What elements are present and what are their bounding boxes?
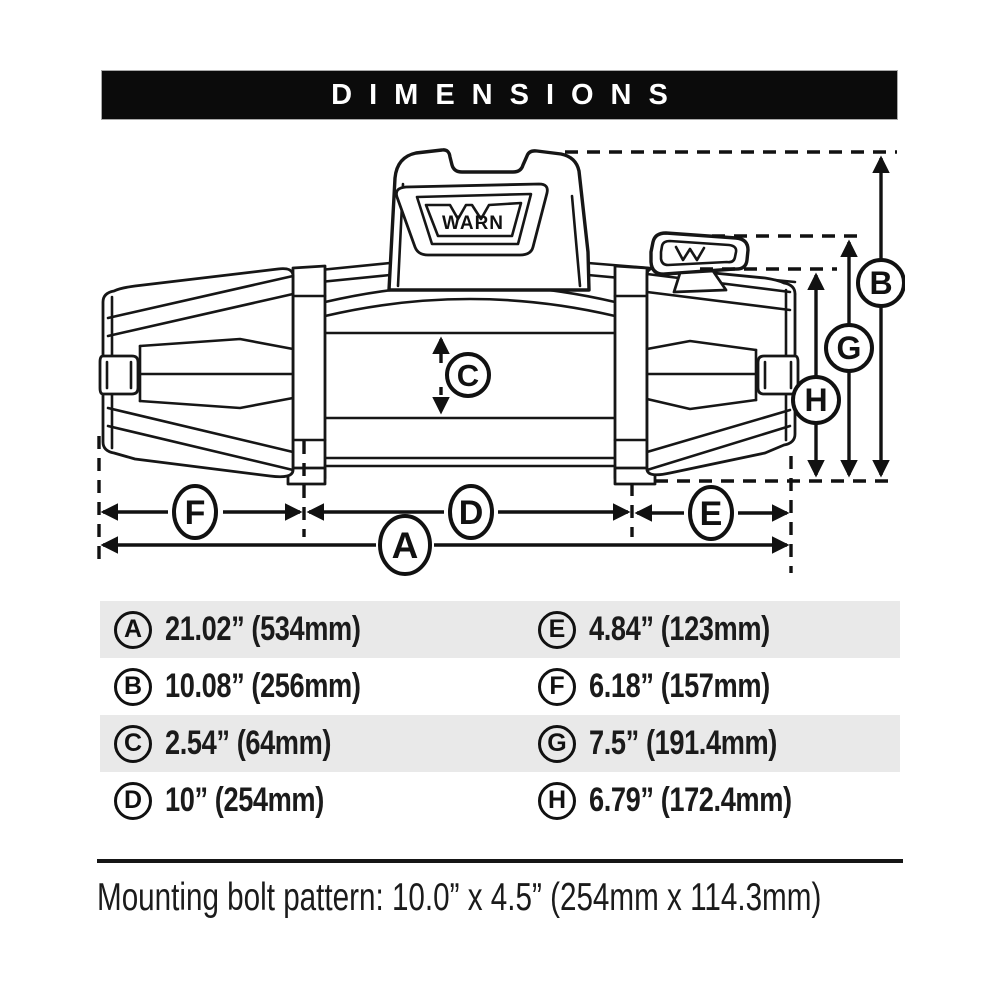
- dim-letter-badge: G: [538, 725, 576, 763]
- svg-text:C: C: [456, 358, 480, 393]
- dim-value: 21.02” (534mm): [165, 610, 361, 648]
- table-row: [100, 772, 900, 829]
- dim-cell-b: [100, 667, 500, 706]
- svg-text:A: A: [391, 525, 419, 566]
- table-row: [100, 715, 900, 772]
- dim-value: 10.08” (256mm): [165, 667, 361, 705]
- dim-letter-badge: A: [114, 611, 152, 649]
- table-row: [100, 601, 900, 658]
- svg-text:G: G: [836, 330, 862, 366]
- dim-letter-badge: H: [538, 782, 576, 820]
- dim-marker-c: [441, 339, 489, 412]
- dim-cell-f: [500, 667, 900, 706]
- dim-value: 7.5” (191.4mm): [589, 724, 777, 762]
- left-drum-support-housing: [100, 269, 293, 477]
- dimension-table: [100, 601, 900, 829]
- dim-marker-b: [858, 158, 904, 475]
- dim-cell-a: [100, 610, 500, 649]
- brand-logo-text: WARN: [441, 213, 505, 234]
- motor-housing: [647, 268, 798, 475]
- dim-letter-badge: F: [538, 668, 576, 706]
- dim-letter-badge: C: [114, 725, 152, 763]
- dim-cell-d: [100, 781, 500, 820]
- dim-value: 10” (254mm): [165, 781, 324, 819]
- dim-cell-c: [100, 724, 500, 763]
- dim-marker-f: [103, 486, 300, 538]
- dim-marker-d: [309, 486, 628, 538]
- table-row: [100, 658, 900, 715]
- svg-text:H: H: [804, 382, 828, 418]
- dim-value: 6.79” (172.4mm): [589, 781, 792, 819]
- dim-letter-badge: B: [114, 668, 152, 706]
- dimensions-header-bar: [101, 70, 898, 120]
- dim-cell-e: [500, 610, 900, 649]
- control-pack: [389, 150, 589, 290]
- winch-dimension-diagram: [95, 140, 905, 600]
- winch-illustration: [100, 150, 798, 484]
- svg-text:B: B: [869, 265, 893, 301]
- mounting-bolt-pattern-note: Mounting bolt pattern: 10.0” x 4.5” (254mm x 114.3mm): [97, 876, 822, 919]
- divider-line: [97, 859, 903, 863]
- dim-value: 4.84” (123mm): [589, 610, 770, 648]
- dim-letter-badge: D: [114, 782, 152, 820]
- svg-text:D: D: [458, 494, 484, 532]
- dim-marker-e: [637, 487, 787, 539]
- dim-value: 2.54” (64mm): [165, 724, 332, 762]
- svg-text:E: E: [699, 495, 723, 533]
- page-title: DIMENSIONS: [331, 78, 685, 111]
- dim-cell-g: [500, 724, 900, 763]
- dim-letter-badge: E: [538, 611, 576, 649]
- dim-cell-h: [500, 781, 900, 820]
- dim-value: 6.18” (157mm): [589, 667, 770, 705]
- svg-text:F: F: [184, 494, 206, 532]
- dim-marker-h: [793, 275, 839, 475]
